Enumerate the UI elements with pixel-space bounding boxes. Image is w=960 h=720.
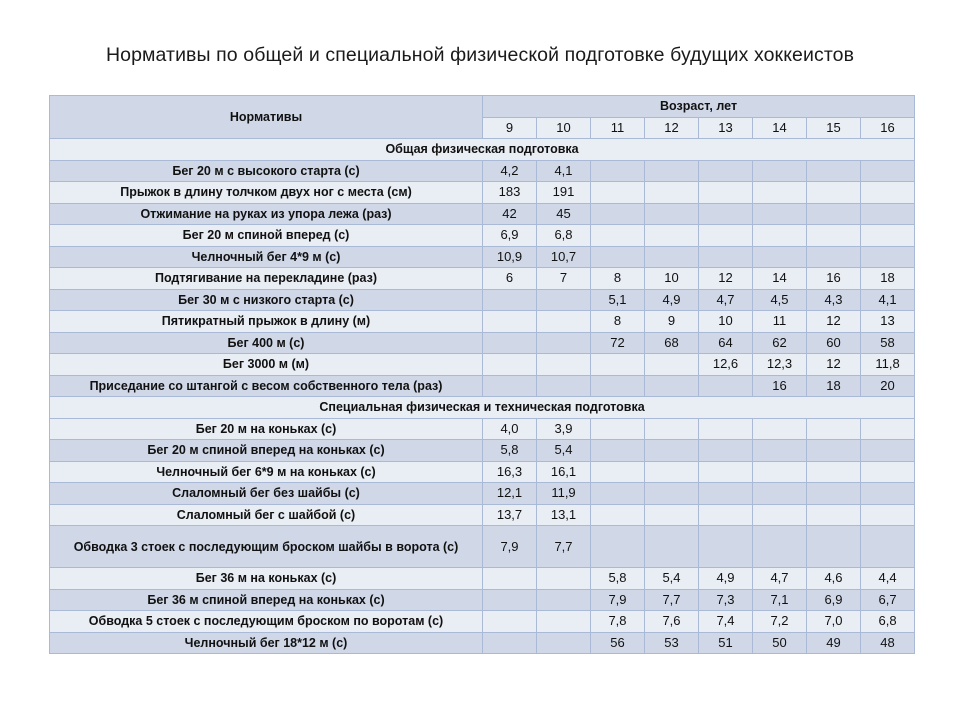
value-cell bbox=[753, 440, 807, 462]
value-cell: 4,5 bbox=[753, 289, 807, 311]
table-row bbox=[50, 375, 915, 397]
value-cell bbox=[537, 332, 591, 354]
value-cell bbox=[645, 526, 699, 568]
header-age: Возраст, лет bbox=[483, 96, 915, 118]
value-cell: 50 bbox=[753, 632, 807, 654]
value-cell bbox=[483, 289, 537, 311]
value-cell bbox=[645, 182, 699, 204]
norm-label: Обводка 5 стоек с последующим броском по воротам (с) bbox=[50, 611, 483, 633]
value-cell: 6,9 bbox=[807, 589, 861, 611]
value-cell: 6,9 bbox=[483, 225, 537, 247]
value-cell bbox=[807, 246, 861, 268]
value-cell: 11 bbox=[753, 311, 807, 333]
value-cell: 12,1 bbox=[483, 483, 537, 505]
value-cell: 5,4 bbox=[645, 568, 699, 590]
value-cell: 4,7 bbox=[753, 568, 807, 590]
value-cell bbox=[537, 375, 591, 397]
value-cell bbox=[807, 461, 861, 483]
value-cell: 11,9 bbox=[537, 483, 591, 505]
table-row bbox=[50, 203, 915, 225]
value-cell: 53 bbox=[645, 632, 699, 654]
value-cell bbox=[753, 461, 807, 483]
table-row bbox=[50, 268, 915, 290]
value-cell: 49 bbox=[807, 632, 861, 654]
value-cell: 4,2 bbox=[483, 160, 537, 182]
value-cell bbox=[645, 483, 699, 505]
section-row bbox=[50, 397, 915, 419]
value-cell bbox=[753, 225, 807, 247]
value-cell: 7,4 bbox=[699, 611, 753, 633]
section-title: Специальная физическая и техническая подготовка bbox=[50, 397, 915, 419]
value-cell bbox=[645, 440, 699, 462]
norm-label: Обводка 3 стоек с последующим броском шайбы в ворота (с) bbox=[50, 526, 483, 568]
value-cell bbox=[591, 504, 645, 526]
table-row bbox=[50, 418, 915, 440]
age-header-cell: 16 bbox=[861, 117, 915, 139]
value-cell bbox=[645, 203, 699, 225]
value-cell bbox=[807, 160, 861, 182]
table-row bbox=[50, 332, 915, 354]
norm-label: Бег 36 м спиной вперед на коньках (с) bbox=[50, 589, 483, 611]
value-cell: 8 bbox=[591, 268, 645, 290]
value-cell: 5,8 bbox=[483, 440, 537, 462]
value-cell bbox=[483, 354, 537, 376]
value-cell bbox=[591, 225, 645, 247]
value-cell: 11,8 bbox=[861, 354, 915, 376]
value-cell: 7,7 bbox=[645, 589, 699, 611]
value-cell bbox=[807, 225, 861, 247]
value-cell: 58 bbox=[861, 332, 915, 354]
norm-label: Челночный бег 6*9 м на коньках (с) bbox=[50, 461, 483, 483]
value-cell bbox=[807, 526, 861, 568]
value-cell: 56 bbox=[591, 632, 645, 654]
age-header-cell: 13 bbox=[699, 117, 753, 139]
norm-label: Отжимание на руках из упора лежа (раз) bbox=[50, 203, 483, 225]
norm-label: Подтягивание на перекладине (раз) bbox=[50, 268, 483, 290]
value-cell: 16,3 bbox=[483, 461, 537, 483]
value-cell: 4,3 bbox=[807, 289, 861, 311]
value-cell: 7,2 bbox=[753, 611, 807, 633]
value-cell: 3,9 bbox=[537, 418, 591, 440]
value-cell bbox=[753, 182, 807, 204]
value-cell: 18 bbox=[807, 375, 861, 397]
value-cell bbox=[537, 568, 591, 590]
header-norms: Нормативы bbox=[50, 96, 483, 139]
value-cell bbox=[591, 461, 645, 483]
value-cell: 7,3 bbox=[699, 589, 753, 611]
table-row bbox=[50, 354, 915, 376]
table-row bbox=[50, 311, 915, 333]
value-cell: 5,4 bbox=[537, 440, 591, 462]
value-cell bbox=[753, 418, 807, 440]
value-cell: 14 bbox=[753, 268, 807, 290]
value-cell bbox=[645, 354, 699, 376]
value-cell bbox=[537, 354, 591, 376]
age-header-cell: 14 bbox=[753, 117, 807, 139]
value-cell bbox=[591, 160, 645, 182]
value-cell bbox=[861, 246, 915, 268]
value-cell bbox=[645, 461, 699, 483]
value-cell: 51 bbox=[699, 632, 753, 654]
table-row bbox=[50, 568, 915, 590]
value-cell bbox=[645, 504, 699, 526]
norm-label: Бег 20 м спиной вперед на коньках (с) bbox=[50, 440, 483, 462]
value-cell: 8 bbox=[591, 311, 645, 333]
value-cell bbox=[753, 160, 807, 182]
value-cell bbox=[645, 418, 699, 440]
value-cell: 4,6 bbox=[807, 568, 861, 590]
value-cell: 20 bbox=[861, 375, 915, 397]
norm-label: Челночный бег 4*9 м (с) bbox=[50, 246, 483, 268]
value-cell bbox=[483, 632, 537, 654]
table-row bbox=[50, 461, 915, 483]
value-cell bbox=[537, 632, 591, 654]
value-cell bbox=[645, 375, 699, 397]
norm-label: Бег 3000 м (м) bbox=[50, 354, 483, 376]
value-cell: 7,6 bbox=[645, 611, 699, 633]
value-cell bbox=[483, 332, 537, 354]
table-row bbox=[50, 160, 915, 182]
value-cell bbox=[645, 160, 699, 182]
value-cell bbox=[807, 418, 861, 440]
norm-label: Бег 30 м с низкого старта (с) bbox=[50, 289, 483, 311]
value-cell bbox=[645, 246, 699, 268]
value-cell: 4,1 bbox=[537, 160, 591, 182]
table-row bbox=[50, 440, 915, 462]
value-cell: 7,9 bbox=[591, 589, 645, 611]
value-cell bbox=[861, 440, 915, 462]
value-cell: 10,7 bbox=[537, 246, 591, 268]
value-cell bbox=[753, 246, 807, 268]
value-cell bbox=[591, 246, 645, 268]
value-cell: 4,4 bbox=[861, 568, 915, 590]
value-cell: 16 bbox=[753, 375, 807, 397]
value-cell: 7 bbox=[537, 268, 591, 290]
value-cell: 12,6 bbox=[699, 354, 753, 376]
table-row bbox=[50, 246, 915, 268]
table-row bbox=[50, 289, 915, 311]
value-cell bbox=[861, 160, 915, 182]
norm-label: Слаломный бег с шайбой (с) bbox=[50, 504, 483, 526]
value-cell bbox=[483, 568, 537, 590]
value-cell bbox=[861, 461, 915, 483]
value-cell bbox=[753, 504, 807, 526]
value-cell: 12 bbox=[699, 268, 753, 290]
value-cell bbox=[483, 589, 537, 611]
header-row bbox=[50, 96, 915, 118]
value-cell bbox=[537, 289, 591, 311]
value-cell bbox=[699, 246, 753, 268]
value-cell bbox=[861, 526, 915, 568]
value-cell: 183 bbox=[483, 182, 537, 204]
value-cell bbox=[861, 203, 915, 225]
value-cell bbox=[591, 375, 645, 397]
value-cell bbox=[807, 504, 861, 526]
value-cell: 72 bbox=[591, 332, 645, 354]
value-cell bbox=[807, 203, 861, 225]
value-cell bbox=[483, 375, 537, 397]
value-cell: 18 bbox=[861, 268, 915, 290]
value-cell bbox=[861, 182, 915, 204]
value-cell bbox=[861, 225, 915, 247]
value-cell bbox=[537, 611, 591, 633]
norm-label: Бег 400 м (с) bbox=[50, 332, 483, 354]
value-cell: 4,7 bbox=[699, 289, 753, 311]
value-cell bbox=[699, 526, 753, 568]
value-cell: 7,7 bbox=[537, 526, 591, 568]
age-header-cell: 11 bbox=[591, 117, 645, 139]
table-row bbox=[50, 526, 915, 568]
table-row bbox=[50, 632, 915, 654]
table-row bbox=[50, 589, 915, 611]
value-cell: 5,8 bbox=[591, 568, 645, 590]
value-cell: 13 bbox=[861, 311, 915, 333]
age-header-cell: 15 bbox=[807, 117, 861, 139]
value-cell bbox=[807, 182, 861, 204]
value-cell bbox=[699, 225, 753, 247]
value-cell bbox=[591, 203, 645, 225]
value-cell: 42 bbox=[483, 203, 537, 225]
age-header-cell: 9 bbox=[483, 117, 537, 139]
norm-label: Пятикратный прыжок в длину (м) bbox=[50, 311, 483, 333]
value-cell bbox=[753, 526, 807, 568]
value-cell bbox=[753, 203, 807, 225]
value-cell bbox=[591, 354, 645, 376]
value-cell: 60 bbox=[807, 332, 861, 354]
value-cell bbox=[591, 483, 645, 505]
value-cell: 6,7 bbox=[861, 589, 915, 611]
value-cell bbox=[807, 440, 861, 462]
value-cell: 12 bbox=[807, 311, 861, 333]
section-row bbox=[50, 139, 915, 161]
norm-label: Приседание со штангой с весом собственного тела (раз) bbox=[50, 375, 483, 397]
value-cell: 191 bbox=[537, 182, 591, 204]
value-cell bbox=[699, 375, 753, 397]
value-cell bbox=[861, 418, 915, 440]
value-cell: 6 bbox=[483, 268, 537, 290]
norm-label: Бег 20 м с высокого старта (с) bbox=[50, 160, 483, 182]
table-row bbox=[50, 611, 915, 633]
norm-label: Челночный бег 18*12 м (с) bbox=[50, 632, 483, 654]
value-cell: 7,1 bbox=[753, 589, 807, 611]
value-cell: 45 bbox=[537, 203, 591, 225]
norm-label: Слаломный бег без шайбы (с) bbox=[50, 483, 483, 505]
value-cell: 16 bbox=[807, 268, 861, 290]
value-cell: 68 bbox=[645, 332, 699, 354]
value-cell: 10,9 bbox=[483, 246, 537, 268]
value-cell: 4,9 bbox=[699, 568, 753, 590]
value-cell: 64 bbox=[699, 332, 753, 354]
value-cell: 10 bbox=[645, 268, 699, 290]
value-cell: 4,1 bbox=[861, 289, 915, 311]
table-row bbox=[50, 182, 915, 204]
value-cell: 7,9 bbox=[483, 526, 537, 568]
value-cell bbox=[699, 182, 753, 204]
value-cell bbox=[591, 526, 645, 568]
value-cell bbox=[699, 440, 753, 462]
value-cell bbox=[861, 504, 915, 526]
norm-label: Бег 20 м спиной вперед (с) bbox=[50, 225, 483, 247]
value-cell bbox=[699, 160, 753, 182]
value-cell bbox=[483, 611, 537, 633]
value-cell bbox=[861, 483, 915, 505]
norm-label: Прыжок в длину толчком двух ног с места (см) bbox=[50, 182, 483, 204]
value-cell bbox=[645, 225, 699, 247]
value-cell bbox=[591, 440, 645, 462]
value-cell bbox=[537, 589, 591, 611]
value-cell: 5,1 bbox=[591, 289, 645, 311]
value-cell bbox=[483, 311, 537, 333]
value-cell bbox=[699, 418, 753, 440]
value-cell: 9 bbox=[645, 311, 699, 333]
value-cell: 10 bbox=[699, 311, 753, 333]
section-title: Общая физическая подготовка bbox=[50, 139, 915, 161]
value-cell: 12 bbox=[807, 354, 861, 376]
norm-label: Бег 20 м на коньках (с) bbox=[50, 418, 483, 440]
value-cell: 62 bbox=[753, 332, 807, 354]
value-cell: 16,1 bbox=[537, 461, 591, 483]
table-row bbox=[50, 504, 915, 526]
value-cell bbox=[699, 504, 753, 526]
table-row bbox=[50, 483, 915, 505]
value-cell bbox=[699, 461, 753, 483]
value-cell: 48 bbox=[861, 632, 915, 654]
age-header-cell: 10 bbox=[537, 117, 591, 139]
value-cell: 6,8 bbox=[537, 225, 591, 247]
value-cell: 4,0 bbox=[483, 418, 537, 440]
value-cell: 13,7 bbox=[483, 504, 537, 526]
value-cell: 7,0 bbox=[807, 611, 861, 633]
norms-table bbox=[49, 95, 915, 654]
norm-label: Бег 36 м на коньках (с) bbox=[50, 568, 483, 590]
value-cell: 13,1 bbox=[537, 504, 591, 526]
value-cell bbox=[699, 483, 753, 505]
table-row bbox=[50, 225, 915, 247]
value-cell bbox=[699, 203, 753, 225]
value-cell bbox=[591, 418, 645, 440]
value-cell bbox=[807, 483, 861, 505]
value-cell: 6,8 bbox=[861, 611, 915, 633]
value-cell: 12,3 bbox=[753, 354, 807, 376]
value-cell bbox=[753, 483, 807, 505]
value-cell bbox=[537, 311, 591, 333]
page-title: Нормативы по общей и специальной физической подготовке будущих хоккеистов bbox=[105, 44, 855, 66]
value-cell: 7,8 bbox=[591, 611, 645, 633]
age-header-cell: 12 bbox=[645, 117, 699, 139]
value-cell: 4,9 bbox=[645, 289, 699, 311]
value-cell bbox=[591, 182, 645, 204]
